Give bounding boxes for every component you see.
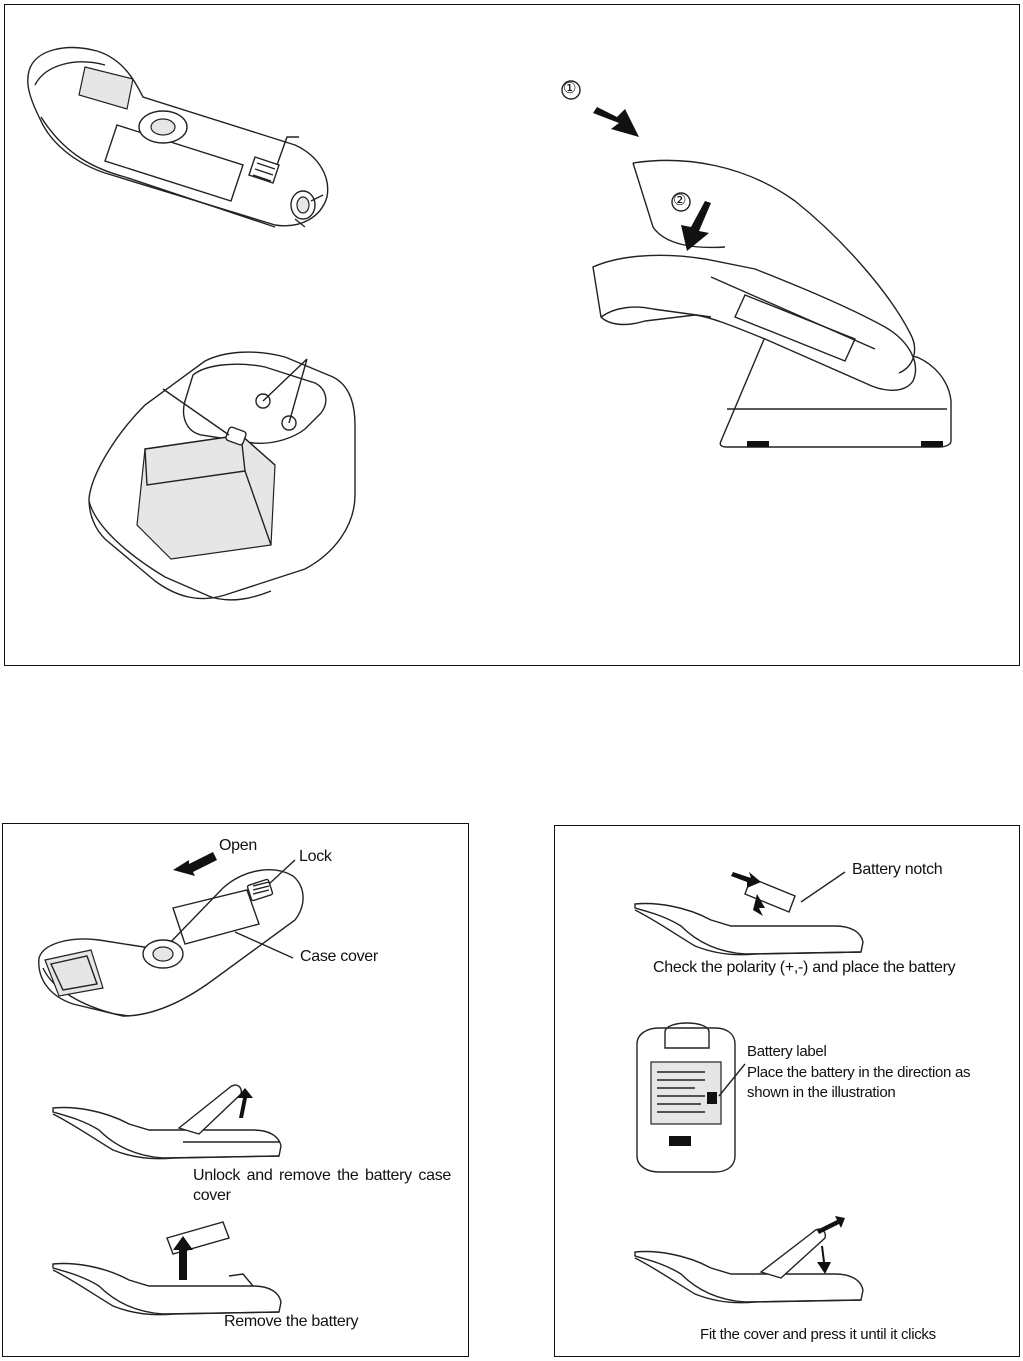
battery-removal-panel: [2, 823, 469, 1357]
top-illustration-svg: [5, 5, 1021, 667]
handset-illustration: [28, 48, 328, 227]
battery-label-text: Place the battery in the direction as shown in the illustration: [747, 1064, 971, 1101]
open-label: Open: [219, 837, 257, 854]
leader-battery-notch: [801, 872, 845, 902]
cradle-illustration: [89, 352, 355, 600]
handset-back-illustration: [39, 860, 303, 1016]
battery-notch-label: Battery notch: [852, 861, 943, 878]
remove-battery-illustration: [53, 1222, 281, 1315]
remove-caption: Remove the battery: [224, 1313, 359, 1330]
press-arrow-icon: [817, 1216, 845, 1234]
top-illustration-panel: [4, 4, 1020, 666]
placement-illustration: [562, 81, 951, 447]
battery-label-illustration: [637, 1023, 745, 1172]
arrow-1-icon: [593, 107, 639, 137]
open-arrow-icon: [173, 852, 217, 876]
lock-label: Lock: [299, 848, 332, 865]
case-cover-label: Case cover: [300, 948, 378, 965]
polarity-caption: Check the polarity (+,-) and place the battery: [653, 959, 956, 976]
fit-cover-illustration: [635, 1216, 863, 1303]
unlock-illustration: [53, 1085, 281, 1159]
fit-cover-caption: Fit the cover and press it until it clicks: [700, 1326, 936, 1343]
click-arrow-icon: [817, 1246, 831, 1274]
insert-battery-illustration: [635, 872, 863, 955]
battery-label-title: Battery label: [747, 1043, 827, 1060]
step-marker-2: ②: [673, 192, 687, 209]
battery-install-panel: [554, 825, 1020, 1357]
battery-removal-svg: [3, 824, 470, 1358]
step-marker-1: ①: [563, 80, 577, 97]
unlock-caption: Unlock and remove the battery case cover: [193, 1167, 451, 1204]
